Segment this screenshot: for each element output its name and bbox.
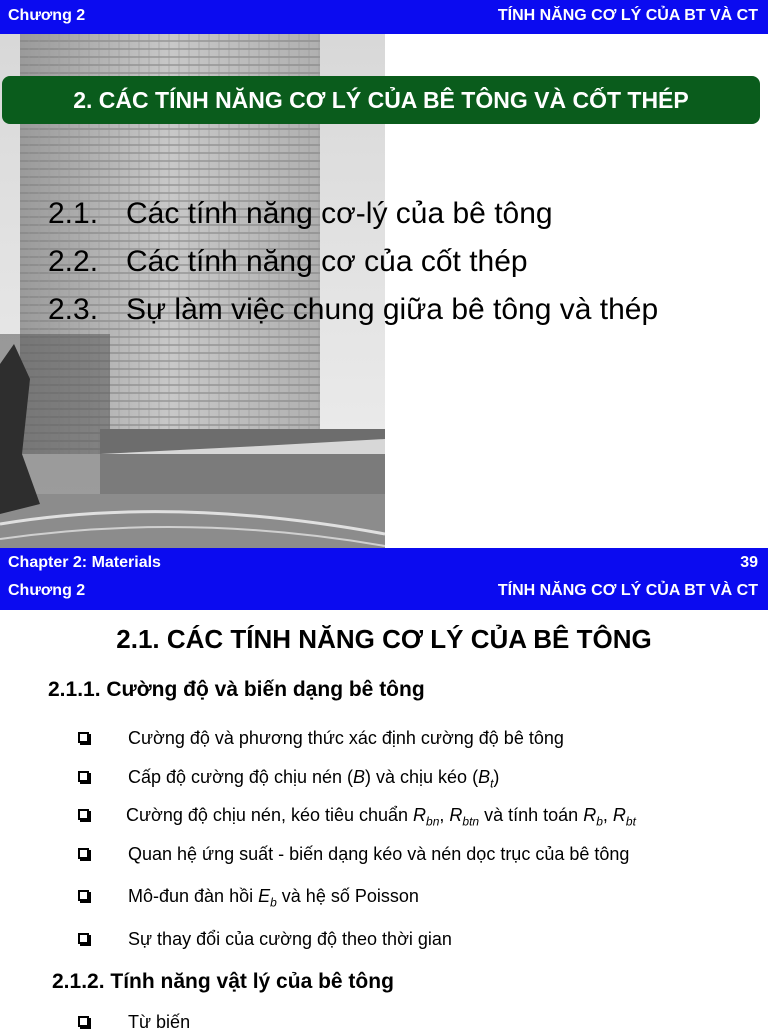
slide1-title: 2. CÁC TÍNH NĂNG CƠ LÝ CỦA BÊ TÔNG VÀ CỐT THÉP — [2, 76, 760, 124]
slide-divider-bar — [0, 548, 768, 610]
outline-item: 2.2. Các tính năng cơ của cốt thép — [48, 245, 528, 278]
footer-chapter: Chapter 2: Materials — [8, 554, 161, 571]
chapter-topic: TÍNH NĂNG CƠ LÝ CỦA BT VÀ CT — [497, 582, 758, 599]
slide1-outline — [48, 190, 658, 334]
checkbox-bullet-icon — [78, 1016, 89, 1027]
page-number: 39 — [740, 554, 758, 571]
section-heading: 2.1.1. Cường độ và biến dạng bê tông — [48, 678, 425, 701]
chapter-topic: TÍNH NĂNG CƠ LÝ CỦA BT VÀ CT — [497, 7, 758, 24]
checkbox-bullet-icon — [78, 732, 89, 743]
chapter-label: Chương 2 — [8, 582, 86, 599]
checkbox-bullet-icon — [78, 771, 89, 782]
outline-item: 2.3. Sự làm việc chung giữa bê tông và thép — [48, 293, 659, 326]
slide1-header-bar — [0, 0, 768, 34]
checkbox-bullet-icon — [78, 809, 89, 820]
checkbox-bullet-icon — [78, 933, 89, 944]
slide2-title: 2.1. CÁC TÍNH NĂNG CƠ LÝ CỦA BÊ TÔNG — [116, 624, 652, 654]
checkbox-bullet-icon — [78, 848, 89, 859]
chapter-label: Chương 2 — [8, 7, 86, 24]
checkbox-bullet-icon — [78, 890, 89, 901]
section-heading: 2.1.2. Tính năng vật lý của bê tông — [52, 970, 394, 993]
outline-item: 2.1. Các tính năng cơ-lý của bê tông — [48, 197, 553, 230]
